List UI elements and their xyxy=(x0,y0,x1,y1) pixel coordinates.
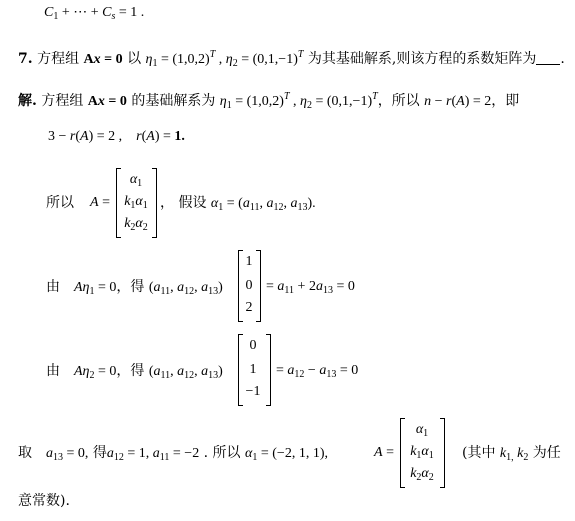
eq2-lhs: $A\eta_2 = 0$，得 ($a_{11}$, $a_{12}$, $a_{13}$) xyxy=(74,363,223,381)
eq1-rhs: = $a_{11} + 2a_{13} = 0$ xyxy=(266,279,355,296)
answer-blank xyxy=(536,52,560,65)
solution-label: 解. xyxy=(18,93,37,109)
you-label-2: 由 xyxy=(46,363,60,379)
take-label: 取 xyxy=(18,445,32,461)
matrix-A-row-3: $k_2\alpha_2$ xyxy=(124,216,148,233)
assume-text: ， 假设 $\alpha_1 = (a_{11}$, $a_{12}$, $a_{13}$). xyxy=(160,195,316,213)
vec2-entry-3: −1 xyxy=(245,384,261,399)
vec1-entry-3: 2 xyxy=(245,300,253,315)
vec1-right-bracket xyxy=(256,250,261,322)
vec2-right-bracket xyxy=(266,334,271,406)
note-end: 意常数). xyxy=(18,493,70,509)
problem-number: 7. xyxy=(18,51,33,67)
vec1-entry-1: 1 xyxy=(245,254,253,269)
eq2-rhs: = $a_{12} - a_{13} = 0$ xyxy=(276,363,359,380)
problem-text-b: 以 xyxy=(127,51,142,67)
take-text: $a_{13} = 0$, 得$a_{12} = 1$, $a_{11} = -2$ . 所以 $\alpha_1 = (-2$, 1, 1), xyxy=(46,445,328,463)
suoyi-label: 所以 xyxy=(46,195,74,211)
A-equals-2: A = xyxy=(374,445,394,460)
problem-text-a: 方程组 xyxy=(37,51,80,67)
solution-text-d: ，即 xyxy=(491,93,520,109)
matrix-A-row-1: $\alpha_1$ xyxy=(129,172,143,189)
problem-etas: $\eta_1 = (1,0,2)^T$ , $\eta_2 = (0,1,-1)^T$ xyxy=(145,49,304,69)
solution-nr: n − r(A) = 2 xyxy=(424,94,492,109)
matrix-A-right-bracket xyxy=(152,168,157,238)
solution-text-c: ，所以 xyxy=(377,93,420,109)
note-text: (其中 $k_{1,}$ $k_2$ 为任 xyxy=(462,445,561,463)
solution-line-1 xyxy=(18,92,519,111)
solution-text-a: 方程组 xyxy=(41,93,84,109)
matrix-A2-row-3: $k_2\alpha_2$ xyxy=(410,466,434,483)
problem-text-c: 为其基础解系,则该方程的系数矩阵为 xyxy=(307,51,537,67)
you-label-1: 由 xyxy=(46,279,60,295)
matrix-A2-right-bracket xyxy=(440,418,445,488)
matrix-A-row-2: $k_1\alpha_1$ xyxy=(124,194,148,211)
matrix-A2-row-2: $k_1\alpha_1$ xyxy=(410,444,434,461)
vec1-entry-2: 0 xyxy=(245,278,253,293)
solution-text-b: 的基础解系为 xyxy=(131,93,216,109)
eq1-lhs: $A\eta_1 = 0$，得 ($a_{11}$, $a_{12}$, $a_{13}$) xyxy=(74,279,223,297)
problem-ax0: Ax = 0 xyxy=(83,52,123,67)
problem-end: . xyxy=(560,51,565,67)
A-equals: A = xyxy=(90,195,110,210)
solution-ax0: Ax = 0 xyxy=(87,94,127,109)
solution-line-2: 3 − r(A) = 2 , r(A) = 1. xyxy=(48,129,185,144)
matrix-A2-row-1: $\alpha_1$ xyxy=(415,422,429,439)
vec2-entry-2: 1 xyxy=(249,362,257,377)
solution-etas: $\eta_1 = (1,0,2)^T$ , $\eta_2 = (0,1,-1)^T$ xyxy=(219,91,378,111)
vec2-entry-1: 0 xyxy=(249,338,257,353)
top-line: $C_1$ + ⋯ + $C_s = 1$ . xyxy=(44,5,145,22)
problem-7 xyxy=(18,50,565,69)
